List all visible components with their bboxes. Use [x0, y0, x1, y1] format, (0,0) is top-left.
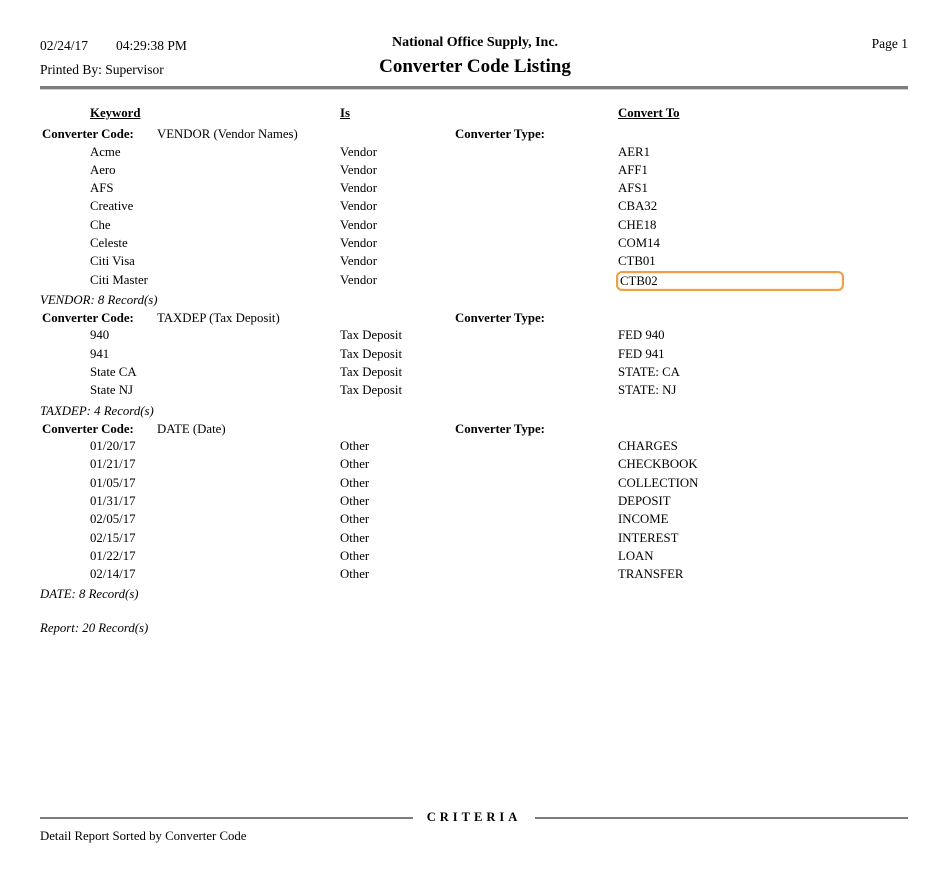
- table-row: [0, 567, 950, 585]
- convert-to-cell: DEPOSIT: [618, 493, 671, 508]
- is-cell: Tax Deposit: [340, 346, 403, 361]
- convert-to-cell: TRANSFER: [618, 567, 684, 582]
- convert-to-cell: COM14: [618, 235, 660, 250]
- section-record-count: VENDOR: 8 Record(s): [40, 292, 158, 307]
- section-header: [0, 311, 950, 329]
- converter-code-value: VENDOR (Vendor Names): [157, 127, 298, 141]
- table-row: [0, 531, 950, 549]
- table-row: [0, 273, 950, 291]
- keyword-cell: Aero: [90, 162, 116, 177]
- converter-type-label: Converter Type:: [455, 310, 545, 325]
- criteria-rule-right: [535, 817, 908, 819]
- keyword-cell: Creative: [90, 199, 134, 214]
- page-number: Page 1: [871, 36, 908, 51]
- table-row: [0, 347, 950, 365]
- convert-to-cell: FED 941: [618, 346, 665, 361]
- convert-to-cell: FED 940: [618, 328, 665, 343]
- criteria-title: CRITERIA: [426, 810, 522, 824]
- table-row: [0, 236, 950, 254]
- section-rows: [0, 439, 950, 585]
- table-row: [0, 218, 950, 236]
- is-cell: Other: [340, 512, 370, 527]
- section-rows: [0, 328, 950, 401]
- keyword-cell: 02/14/17: [90, 567, 136, 582]
- converter-section: [0, 311, 950, 422]
- is-cell: Vendor: [340, 162, 377, 177]
- is-cell: Vendor: [340, 235, 377, 250]
- column-header-keyword: Keyword: [90, 106, 141, 120]
- section-rows: [0, 145, 950, 291]
- table-row: [0, 181, 950, 199]
- convert-to-cell: INCOME: [618, 512, 669, 527]
- table-row: [0, 145, 950, 163]
- convert-to-cell: STATE: NJ: [618, 383, 677, 398]
- convert-to-cell: COLLECTION: [618, 475, 699, 490]
- printed-by: Printed By: Supervisor: [40, 62, 164, 77]
- criteria-description: Detail Report Sorted by Converter Code: [40, 829, 247, 843]
- keyword-cell: 01/31/17: [90, 493, 136, 508]
- is-cell: Vendor: [340, 181, 377, 196]
- keyword-cell: State NJ: [90, 383, 134, 398]
- is-cell: Vendor: [340, 254, 377, 269]
- table-row: [0, 383, 950, 401]
- table-row: [0, 254, 950, 272]
- keyword-cell: 01/21/17: [90, 457, 136, 472]
- table-row: [0, 328, 950, 346]
- print-time: 04:29:38 PM: [116, 38, 187, 53]
- header-center: [0, 35, 950, 78]
- section-record-count: DATE: 8 Record(s): [40, 587, 139, 602]
- criteria-divider: [40, 810, 908, 825]
- keyword-cell: Celeste: [90, 235, 128, 250]
- convert-to-cell: CBA32: [618, 199, 658, 214]
- converter-code-value: TAXDEP (Tax Deposit): [157, 310, 280, 325]
- table-row: [0, 549, 950, 567]
- is-cell: Vendor: [340, 199, 377, 214]
- keyword-cell: State CA: [90, 364, 137, 379]
- convert-to-cell: CHE18: [618, 217, 657, 232]
- sections: [0, 127, 950, 605]
- converter-type-label: Converter Type:: [455, 421, 545, 436]
- header-rule: [40, 86, 908, 90]
- converter-code-label: Converter Code:: [42, 127, 134, 141]
- keyword-cell: Che: [90, 217, 111, 232]
- convert-to-cell: AFF1: [618, 162, 648, 177]
- table-row: [0, 199, 950, 217]
- keyword-cell: 02/15/17: [90, 530, 136, 545]
- report-body: [0, 100, 950, 636]
- convert-to-cell: AER1: [618, 144, 650, 159]
- keyword-cell: Acme: [90, 144, 121, 159]
- is-cell: Vendor: [340, 272, 377, 287]
- convert-to-cell: CHARGES: [618, 439, 678, 454]
- convert-to-cell: LOAN: [618, 548, 654, 563]
- is-cell: Tax Deposit: [340, 364, 403, 379]
- section-header: [0, 127, 950, 145]
- table-row: [0, 163, 950, 181]
- converter-code-value: DATE (Date): [157, 421, 226, 436]
- table-row: [0, 476, 950, 494]
- is-cell: Other: [340, 548, 370, 563]
- converter-code-label: Converter Code:: [42, 310, 134, 325]
- column-header-convert-to: Convert To: [618, 106, 680, 120]
- is-cell: Other: [340, 493, 370, 508]
- report-title: Converter Code Listing: [379, 56, 571, 77]
- company-name: National Office Supply, Inc.: [391, 35, 559, 50]
- table-row: [0, 365, 950, 383]
- convert-to-cell: CHECKBOOK: [618, 457, 698, 472]
- criteria-rule-left: [40, 817, 413, 819]
- is-cell: Other: [340, 439, 370, 454]
- keyword-cell: Citi Visa: [90, 254, 135, 269]
- converter-code-label: Converter Code:: [42, 421, 134, 436]
- highlighted-convert-to-cell[interactable]: CTB02: [616, 271, 844, 291]
- keyword-cell: Citi Master: [90, 272, 148, 287]
- table-row: [0, 512, 950, 530]
- report-total-summary: Report: 20 Record(s): [40, 621, 149, 636]
- converter-section: [0, 422, 950, 606]
- is-cell: Vendor: [340, 144, 377, 159]
- table-row: [0, 457, 950, 475]
- keyword-cell: AFS: [90, 181, 114, 196]
- section-header: [0, 422, 950, 440]
- converter-section: [0, 127, 950, 311]
- is-cell: Other: [340, 530, 370, 545]
- keyword-cell: 02/05/17: [90, 512, 136, 527]
- convert-to-cell: INTEREST: [618, 530, 679, 545]
- table-row: [0, 494, 950, 512]
- is-cell: Vendor: [340, 217, 377, 232]
- convert-to-cell: STATE: CA: [618, 364, 680, 379]
- table-row: [0, 439, 950, 457]
- is-cell: Other: [340, 567, 370, 582]
- column-header-is: Is: [340, 106, 350, 120]
- is-cell: Other: [340, 475, 370, 490]
- is-cell: Tax Deposit: [340, 383, 403, 398]
- is-cell: Other: [340, 457, 370, 472]
- keyword-cell: 940: [90, 328, 110, 343]
- convert-to-cell: AFS1: [618, 181, 648, 196]
- column-headers: [0, 106, 950, 127]
- converter-type-label: Converter Type:: [455, 127, 545, 141]
- print-date: 02/24/17: [40, 38, 89, 53]
- keyword-cell: 01/22/17: [90, 548, 136, 563]
- keyword-cell: 01/05/17: [90, 475, 136, 490]
- keyword-cell: 01/20/17: [90, 439, 136, 454]
- is-cell: Tax Deposit: [340, 328, 403, 343]
- keyword-cell: 941: [90, 346, 110, 361]
- convert-to-cell: CTB01: [618, 254, 656, 269]
- section-record-count: TAXDEP: 4 Record(s): [40, 403, 154, 418]
